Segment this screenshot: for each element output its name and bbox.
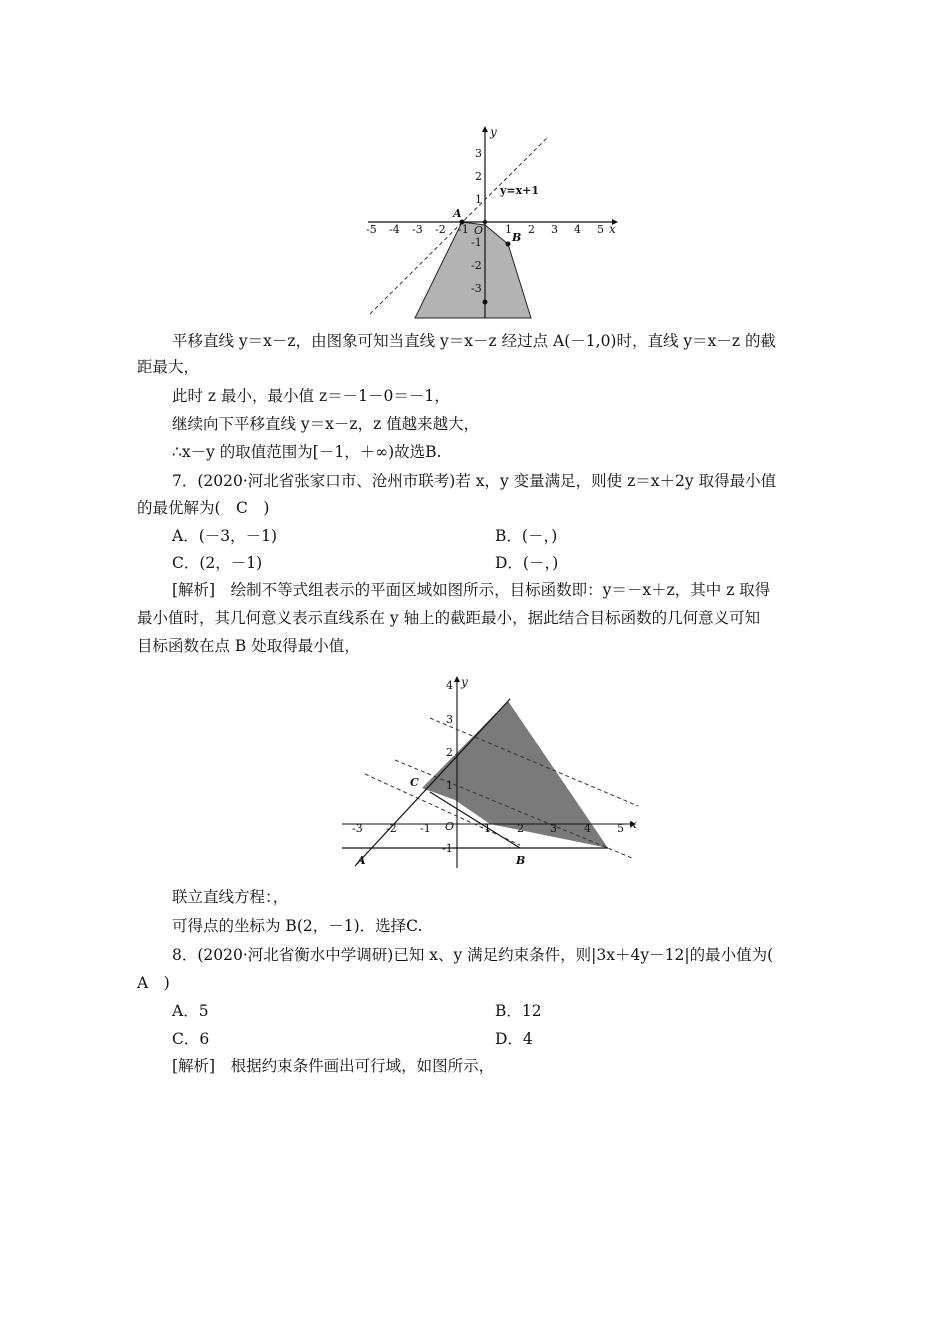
figure-2-feasible-region xyxy=(340,672,645,872)
figure-1-x-tick: 3 xyxy=(551,223,558,236)
q7-solve-line2: 可得点的坐标为 B(2，－1)．选择C. xyxy=(172,917,423,935)
q8-stem-line1: 8．(2020·河北省衡水中学调研)已知 x、y 满足约束条件，则|3x＋4y－12|的最小值为( xyxy=(172,946,774,964)
figure-1-y-tick: 3 xyxy=(475,147,482,160)
figure-2-y-tick: 2 xyxy=(446,746,453,759)
figure-1-x-tick: 4 xyxy=(574,223,581,236)
q7-analysis-line3: 目标函数在点 B 处取得最小值， xyxy=(137,637,360,655)
q7-analysis-line1: [解析] 绘制不等式组表示的平面区域如图所示，目标函数即：y＝－x＋z，其中 z 取得 xyxy=(172,581,771,599)
figure-1-bottom-dot xyxy=(483,300,488,305)
q7-option-d: D．(－，) xyxy=(495,554,559,572)
figure-2-x-label: x xyxy=(630,817,637,831)
figure-1-point-b-dot xyxy=(506,242,511,247)
figure-2-x-tick: 4 xyxy=(584,822,591,835)
figure-2-point-b-label: B xyxy=(516,854,526,867)
figure-1-y-label: y xyxy=(490,125,497,139)
q7-analysis-line2: 最小值时，其几何意义表示直线系在 y 轴上的截距最小，据此结合目标函数的几何意义可知 xyxy=(137,609,761,627)
figure-2-y-tick: -1 xyxy=(442,842,453,855)
figure-1-line-label: y=x+1 xyxy=(500,184,540,197)
figure-2-origin-label: O xyxy=(445,820,455,833)
para1-line5: ∴x－y 的取值范围为[－1，＋∞)故选B. xyxy=(172,443,442,461)
figure-2-y-arrow xyxy=(454,676,460,682)
figure-1-origin-dot xyxy=(483,220,487,224)
q8-stem-line2: A ) xyxy=(137,974,170,992)
figure-2-x-tick: 2 xyxy=(517,822,524,835)
figure-1-y-arrow xyxy=(482,126,488,132)
figure-1-feasible-region xyxy=(360,120,630,325)
q7-stem-line1: 7．(2020·河北省张家口市、沧州市联考)若 x，y 变量满足，则使 z＝x＋2y 取得最小值 xyxy=(172,472,777,490)
q7-solve-line1: 联立直线方程：， xyxy=(172,888,289,906)
q7-option-a: A．(－3，－1) xyxy=(172,527,278,545)
figure-2-point-a-label: A xyxy=(357,854,366,867)
figure-2-y-tick: 1 xyxy=(446,779,453,792)
figure-2-y-label: y xyxy=(461,675,468,689)
figure-2-x-tick: 3 xyxy=(550,822,557,835)
para1-line3: 此时 z 最小，最小值 z＝－1－0＝－1， xyxy=(172,387,450,405)
figure-1-y-tick: -1 xyxy=(471,236,482,249)
q7-option-b: B．(－，) xyxy=(495,527,558,545)
figure-1-x-tick: -4 xyxy=(389,223,400,236)
q7-stem-line2: 的最优解为( C ) xyxy=(137,499,270,517)
figure-2-x-tick: -2 xyxy=(386,822,397,835)
para1-line2: 距最大， xyxy=(137,358,200,376)
figure-1-point-a-label: A xyxy=(453,207,462,220)
figure-1-x-tick: 2 xyxy=(528,223,535,236)
figure-1-y-tick: 1 xyxy=(475,193,482,206)
para1-line1: 平移直线 y＝x－z，由图象可知当直线 y＝x－z 经过点 A(－1,0)时，直线 y＝x－z 的截 xyxy=(172,332,776,350)
figure-2-point-c-label: C xyxy=(410,776,419,789)
figure-1-y-tick: -3 xyxy=(471,282,482,295)
q7-option-c: C．(2，－1) xyxy=(172,554,263,572)
figure-1-x-tick: -5 xyxy=(366,223,377,236)
figure-1-x-tick: -3 xyxy=(412,223,423,236)
figure-1-origin-label: O xyxy=(474,224,484,237)
figure-2-x-tick: -1 xyxy=(420,822,431,835)
figure-1-y-tick: 2 xyxy=(475,170,482,183)
figure-1-x-tick: 5 xyxy=(597,223,604,236)
figure-2-x-tick: 1 xyxy=(484,822,491,835)
figure-2-x-tick: -3 xyxy=(352,822,363,835)
q8-analysis-line1: [解析] 根据约束条件画出可行域，如图所示， xyxy=(172,1057,495,1075)
q8-option-c: C．6 xyxy=(172,1030,210,1048)
figure-2-y-tick: 3 xyxy=(446,713,453,726)
q8-option-a: A．5 xyxy=(172,1002,209,1020)
figure-1-x-label: x xyxy=(609,222,616,236)
q8-option-b: B．12 xyxy=(495,1002,542,1020)
figure-1-point-b-label: B xyxy=(512,231,522,244)
figure-1-x-tick: -1 xyxy=(458,223,469,236)
figure-2-y-tick: 4 xyxy=(446,679,453,692)
q8-option-d: D．4 xyxy=(495,1030,533,1048)
figure-1-y-tick: -2 xyxy=(471,259,482,272)
figure-2-x-tick: 5 xyxy=(617,822,624,835)
figure-1-x-tick: 1 xyxy=(505,223,512,236)
figure-1-x-tick: -2 xyxy=(435,223,446,236)
para1-line4: 继续向下平移直线 y＝x－z，z 值越来越大， xyxy=(172,415,480,433)
